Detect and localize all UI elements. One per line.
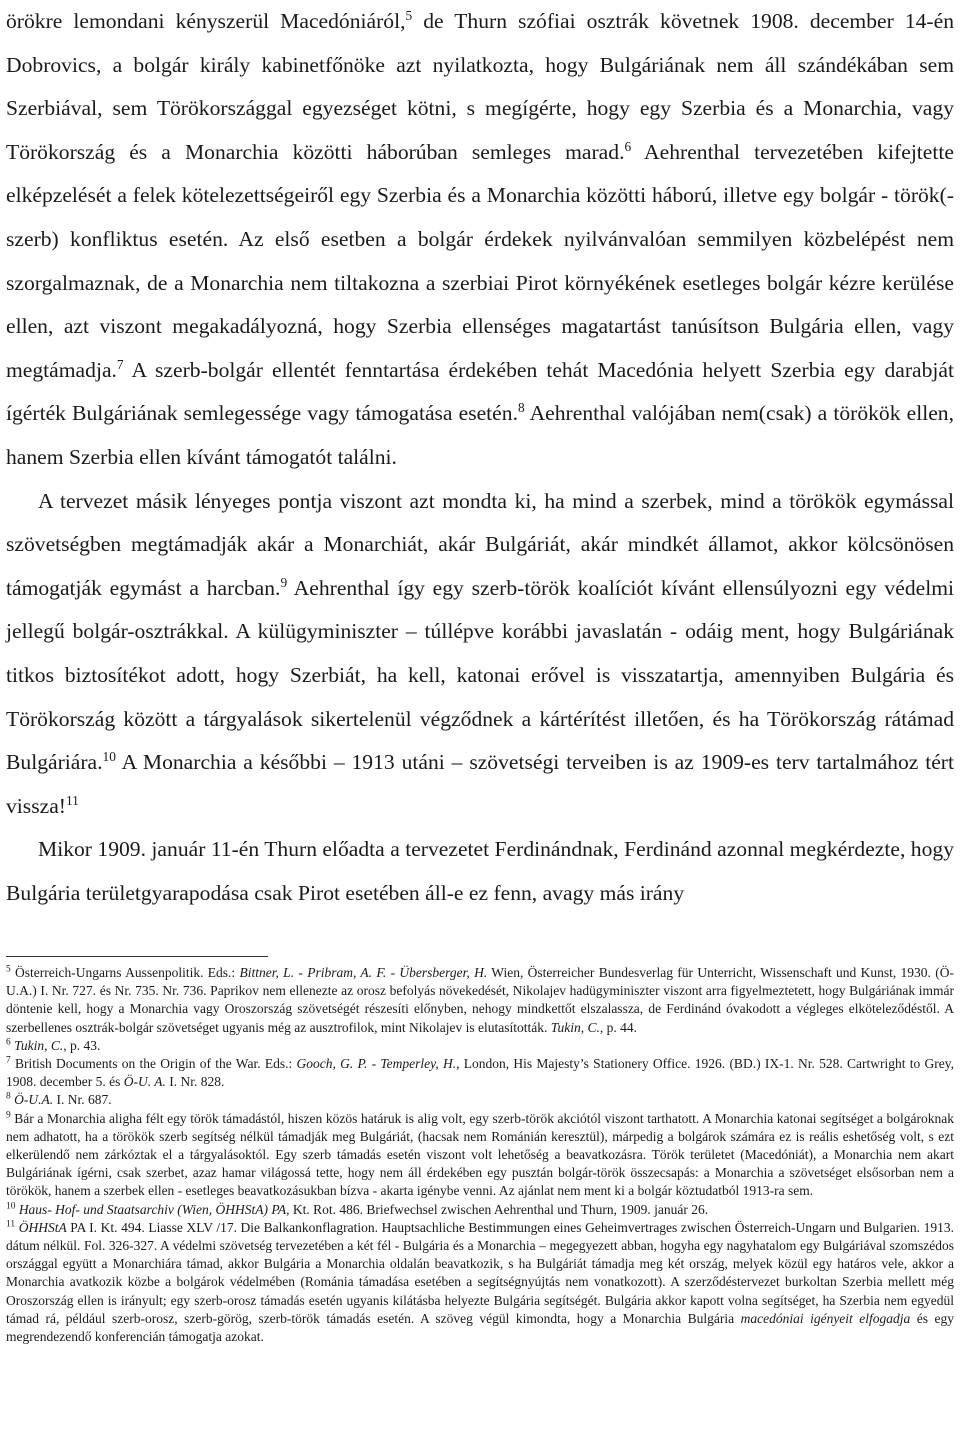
text-run: de Thurn szófiai osztrák követnek 1908. december 14-én Dobrovics, a bolgár király kabinetfőnöke azt nyilatkozta, hogy Bulgáriának nem áll szándékában sem Szerbiával, sem Törökországgal egyezséget kötni, s megígérte, hogy egy Szerbia és a Monarchia, vagy Törökország és a Monarchia közötti háborúban semleges marad. — [6, 9, 954, 164]
footnote-italic: Ö-U.A. — [10, 1092, 54, 1108]
footnote-ref-5[interactable]: 5 — [405, 7, 413, 23]
footnote-italic: macedóniai igényeit elfogadja — [740, 1310, 911, 1326]
paragraph-1 — [6, 0, 954, 480]
footnote-ref-9[interactable]: 9 — [280, 574, 288, 590]
footnote-11 — [6, 1219, 954, 1346]
text-run: örökre lemondani kényszerül Macedóniáról, — [6, 9, 406, 33]
footnote-text: I. Nr. 687. — [53, 1092, 112, 1108]
footnote-italic: Haus- Hof- und Staatsarchiv (Wien, ÖHHStA) PA, — [15, 1201, 290, 1217]
footnote-ref-10[interactable]: 10 — [102, 748, 116, 764]
footnote-ref-7[interactable]: 7 — [116, 356, 124, 372]
footnotes — [6, 964, 954, 1346]
footnote-italic: Bittner, L. - Pribram, A. F. - Übersberger, H. — [239, 965, 488, 980]
footnote-text: p. 44. — [603, 1019, 637, 1035]
footnote-number: 8 — [6, 1091, 11, 1102]
footnote-9 — [6, 1110, 954, 1201]
footnote-number: 10 — [6, 1201, 16, 1212]
footnote-8 — [6, 1091, 954, 1109]
footnote-italic: Gooch, G. P. - Temperley, H. — [296, 1056, 457, 1072]
text-run: Aehrenthal így egy szerb-török koalíciót kívánt ellensúlyozni egy védelmi jellegű bolgár-osztrákkal. A külügyminiszter – túllépve korábbi javaslatán - odáig ment, hogy Bulgáriának titkos biztosítékot adott, hogy Szerbiát, ha kell, katonai erővel is visszatartja, amennyiben Bulgária és Törökország között a tárgyalások sikertelenül végződnek a kártérítést illetően, és ha Törökország rátámad Bulgáriára. — [6, 575, 954, 775]
footnote-italic: Tukin, C., — [10, 1037, 67, 1053]
footnote-italic: Tukin, C., — [550, 1019, 604, 1035]
footnote-text: Bár a Monarchia aligha félt egy török támadástól, hiszen közös határuk is alig volt, egy szerb-török akciótól viszont tarthatott. A Monarchia katonai segítséget a bolgároknak nem adhatott, ha a törökök szerb segítség nélkül támadják meg Bulgáriát, (hacsak nem Románián keresztül), márpedig a bolgárok számára ez is reális eshetőség volt, s ezt elkerülendő nem zárkóztak el a tárgyalásoktól. Egy szerb támadás esetén viszont volt lehetőség a beavatkozásra. Török területet (Macedóniát), a Monarchia nem akart Bulgáriának ígérni, csak szerbet, azaz hamar világossá tette, hogy nem áll érdekében egy pusztán bolgár-török összecsapás: a Monarchia a szövetséget elsősorban nem a törökök, hanem a szerbek ellen - esetleges beavatkozásukban bízva - akarta igénybe venni. Az ajánlat nem ment ki a bolgár köztudatból 1913-ra sem. — [6, 1110, 954, 1199]
footnote-text: British Documents on the Origin of the War. Eds.: — [10, 1056, 297, 1072]
footnote-text: PA I. Kt. 494. Liasse XLV /17. Die Balkankonflagration. Hauptsachliche Bestimmungen eines Geheimvertrages zwischen Österreich-Ungarn und Bulgarien. 1913. dátum nélkül. Fol. 326-327. A védelmi szövetség tervezetében a két fél - Bulgária és a Monarchia – megegyezett abban, hogyha egy nagyhatalom egy Bulgáriával szomszédos országgal együtt a Monarchiára támad, akkor Bulgária a Monarchia oldalán beavatkozik, s ha Bulgáriát támadja meg két ország, melyek közül egy határos vele, akkor a Monarchia avatkozik közbe a bolgárok védelmében (Románia támadása esetében a segítségnyújtás nem vonatkozott). A szerződéstervezet burkoltan Szerbia mellett még Oroszország ellen is irányult; egy szerb-orosz támadás esetén ugyanis kilátásba helyezte Bulgária segítségét. Bulgária akkor kapott volna segítséget, ha Szerbia nem egyedül támad rá, például szerb-orosz, szerb-görög, szerb-török támadás esetén. A szöveg végül kimondta, hogy a Monarchia Bulgária — [6, 1219, 954, 1326]
footnote-number: 6 — [6, 1037, 11, 1048]
footnote-text: és egy megrendezendő konferencián támogatja azokat. — [6, 1310, 954, 1345]
footnote-italic: ÖHHStA — [15, 1219, 67, 1235]
footnote-number: 9 — [6, 1110, 11, 1121]
text-run: Aehrenthal valójában nem(csak) a törökök ellen, hanem Szerbia ellen kívánt támogatót találni. — [6, 401, 954, 469]
main-text — [6, 0, 954, 915]
text-run: A Monarchia a későbbi – 1913 utáni – szövetségi terveiben is az 1909-es terv tartalmához tért vissza! — [6, 750, 954, 818]
footnote-5 — [6, 964, 954, 1037]
footnote-ref-6[interactable]: 6 — [624, 138, 632, 154]
footnote-text: p. 43. — [66, 1037, 101, 1053]
footnote-italic: Ö-U. A. — [123, 1074, 166, 1090]
footnote-number: 11 — [6, 1219, 16, 1230]
paragraph-3: Mikor 1909. január 11-én Thurn előadta a tervezetet Ferdinándnak, Ferdinánd azonnal megkérdezte, hogy Bulgária területgyarapodása csak Pirot esetében áll-e ez fenn, avagy más irány — [6, 837, 954, 905]
text-run: A szerb-bolgár ellentét fenntartása érdekében tehát Macedónia helyett Szerbia egy darabját ígérték Bulgáriának semlegessége vagy támogatása esetén. — [6, 357, 954, 426]
paragraph-2 — [6, 480, 954, 829]
footnote-text: Kt. Rot. 486. Briefwechsel zwischen Aehrenthal und Thurn, 1909. január 26. — [289, 1201, 709, 1217]
footnote-ref-11[interactable]: 11 — [65, 792, 79, 808]
footnote-text: I. Nr. 828. — [165, 1074, 225, 1090]
page — [6, 0, 954, 915]
footnote-6 — [6, 1037, 954, 1055]
text-run: A tervezet másik lényeges pontja viszont azt mondta ki, ha mind a szerbek, mind a törökök egymással szövetségben megtámadják akár a Monarchiát, akár Bulgáriát, akár mindkét államot, akkor kölcsönösen támogatják egymást a harcban. — [6, 488, 954, 600]
footnote-text: Wien, Österreicher Bundesverlag für Unterricht, Wissenschaft und Kunst, 1930. (Ö-U.A.) I. Nr. 727. és Nr. 735. Nr. 736. Paprikov nem ellenezte az orosz befolyás növekedését, Nikolajev hadügyminiszter viszont arra figyelmeztetett, hogy Bulgáriának immár döntenie kell, hogy a Monarchia vagy Oroszország szövetségét részesíti előnyben, nehogy mindkettőt elszalassza, de Ferdinánd óvakodott a végleges elköteleződéstől. A szerbellenes osztrák-bolgár szövetséget ugyanis még az ausztrofilok, mint Nikolajev is elutasították. — [6, 965, 954, 1035]
footnote-text: Österreich-Ungarns Aussenpolitik. Eds.: — [10, 965, 240, 980]
text-run: Aehrenthal tervezetében kifejtette elképzelését a felek kötelezettségeiről egy Szerbia és a Monarchia közötti háború, illetve egy bolgár - török(-szerb) konfliktus esetén. Az első esetben a bolgár érdekek nyilvánvalóan semmilyen közbelépést nem szorgalmaznak, de a Monarchia nem tiltakozna a szerbiai Pirot környékének esetleges bolgár kézre kerülése ellen, azt viszont megakadályozná, hogy Szerbia ellenséges magatartást tanúsítson Bulgária ellen, vagy megtámadja. — [6, 139, 954, 382]
footnote-separator — [6, 956, 268, 957]
footnote-7 — [6, 1055, 954, 1091]
footnote-ref-8[interactable]: 8 — [517, 400, 525, 416]
footnote-text: , London, His Majesty’s Stationery Office. 1926. (BD.) IX-1. Nr. 528. Cartwright to Grey, 1908. december 5. és — [6, 1056, 954, 1090]
footnote-number: 7 — [6, 1055, 11, 1066]
footnote-number: 5 — [6, 964, 11, 975]
footnote-10 — [6, 1201, 954, 1219]
